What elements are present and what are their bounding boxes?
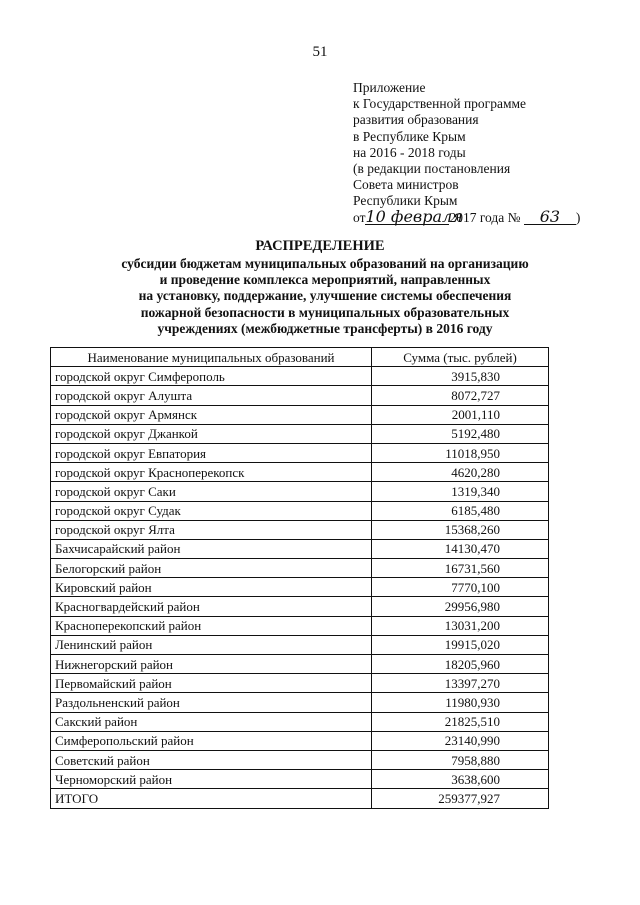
subsidy-amount: 5192,480: [372, 424, 549, 443]
subsidy-amount: 2001,110: [372, 405, 549, 424]
table-row: [51, 770, 549, 789]
appendix-line: Республики Крым: [353, 193, 458, 209]
subsidy-amount: 4620,280: [372, 463, 549, 482]
table-row: [51, 520, 549, 539]
municipality-name: городской округ Евпатория: [51, 443, 372, 462]
document-title: РАСПРЕДЕЛЕНИЕ: [255, 238, 385, 254]
subsidy-amount: 18205,960: [372, 655, 549, 674]
appendix-line: на 2016 - 2018 годы: [353, 144, 466, 160]
municipality-name: Белогорский район: [51, 559, 372, 578]
municipality-name: городской округ Армянск: [51, 405, 372, 424]
municipality-name: Первомайский район: [51, 674, 372, 693]
table-header-row: [51, 348, 549, 367]
municipality-name: Нижнегорский район: [51, 655, 372, 674]
table-row: [51, 386, 549, 405]
table-row: [51, 597, 549, 616]
subsidy-amount: 8072,727: [372, 386, 549, 405]
table-row: [51, 674, 549, 693]
municipality-name: городской округ Красноперекопск: [51, 463, 372, 482]
municipality-name: городской округ Алушта: [51, 386, 372, 405]
handwritten-date: 10 февраля: [365, 206, 463, 226]
date-suffix: 2017 года №: [449, 209, 521, 225]
header-sum: Сумма (тыс. рублей): [372, 348, 549, 367]
distribution-table: [50, 347, 549, 809]
subsidy-amount: 3915,830: [372, 367, 549, 386]
subsidy-amount: 6185,480: [372, 501, 549, 520]
subtitle-line: на установку, поддержание, улучшение системы обеспечения: [138, 288, 512, 304]
table-row: [51, 750, 549, 769]
table-row: [51, 482, 549, 501]
table-body: [51, 367, 549, 808]
page-number: 51: [312, 44, 328, 60]
subsidy-amount: 23140,990: [372, 731, 549, 750]
municipality-name: Красногвардейский район: [51, 597, 372, 616]
appendix-date-line: [353, 206, 581, 226]
subsidy-amount: 7770,100: [372, 578, 549, 597]
appendix-line: (в редакции постановления: [353, 161, 511, 177]
subtitle-line: учреждениях (межбюджетные трансферты) в 2016 году: [157, 320, 493, 336]
table-row: [51, 405, 549, 424]
municipality-name: Черноморский район: [51, 770, 372, 789]
document-subtitle: [60, 256, 590, 337]
subsidy-amount: 3638,600: [372, 770, 549, 789]
table-row: [51, 424, 549, 443]
subtitle-line: пожарной безопасности в муниципальных образовательных: [140, 304, 510, 320]
subsidy-amount: 15368,260: [372, 520, 549, 539]
table-row: [51, 539, 549, 558]
appendix-line: в Республике Крым: [353, 128, 466, 144]
table-row: [51, 789, 549, 808]
table-row: [51, 693, 549, 712]
appendix-line: Совета министров: [353, 177, 459, 193]
table-row: [51, 501, 549, 520]
table-row: [51, 635, 549, 654]
table-row: [51, 578, 549, 597]
subsidy-amount: 29956,980: [372, 597, 549, 616]
subsidy-amount: 13031,200: [372, 616, 549, 635]
handwritten-number: 63: [524, 210, 576, 225]
municipality-name: Красноперекопский район: [51, 616, 372, 635]
municipality-name: Ленинский район: [51, 635, 372, 654]
header-name: Наименование муниципальных образований: [51, 348, 372, 367]
appendix-line: развития образования: [353, 112, 479, 128]
table-row: [51, 712, 549, 731]
municipality-name: городской округ Саки: [51, 482, 372, 501]
subsidy-amount: 16731,560: [372, 559, 549, 578]
closing-paren: ): [575, 209, 581, 225]
subtitle-line: и проведение комплекса мероприятий, направленных: [159, 272, 491, 288]
appendix-block: [353, 80, 580, 226]
table-row: [51, 559, 549, 578]
subsidy-amount: 7958,880: [372, 750, 549, 769]
municipality-name: Кировский район: [51, 578, 372, 597]
municipality-name: городской округ Судак: [51, 501, 372, 520]
table-row: [51, 731, 549, 750]
municipality-name: Бахчисарайский район: [51, 539, 372, 558]
subsidy-amount: 21825,510: [372, 712, 549, 731]
municipality-name: городской округ Симферополь: [51, 367, 372, 386]
table-row: [51, 443, 549, 462]
table-row: [51, 367, 549, 386]
table-row: [51, 463, 549, 482]
municipality-name: Сакский район: [51, 712, 372, 731]
subsidy-amount: 259377,927: [372, 789, 549, 808]
subsidy-amount: 19915,020: [372, 635, 549, 654]
subsidy-amount: 11018,950: [372, 443, 549, 462]
municipality-name: Советский район: [51, 750, 372, 769]
municipality-name: Симферопольский район: [51, 731, 372, 750]
subsidy-amount: 11980,930: [372, 693, 549, 712]
municipality-name: ИТОГО: [51, 789, 372, 808]
municipality-name: городской округ Ялта: [51, 520, 372, 539]
subsidy-amount: 13397,270: [372, 674, 549, 693]
appendix-line: к Государственной программе: [353, 96, 527, 112]
table-row: [51, 655, 549, 674]
subsidy-amount: 14130,470: [372, 539, 549, 558]
municipality-name: Раздольненский район: [51, 693, 372, 712]
appendix-line: Приложение: [353, 80, 426, 95]
date-prefix: от: [353, 209, 366, 225]
table-row: [51, 616, 549, 635]
subtitle-line: субсидии бюджетам муниципальных образований на организацию: [121, 256, 529, 271]
municipality-name: городской округ Джанкой: [51, 424, 372, 443]
subsidy-amount: 1319,340: [372, 482, 549, 501]
